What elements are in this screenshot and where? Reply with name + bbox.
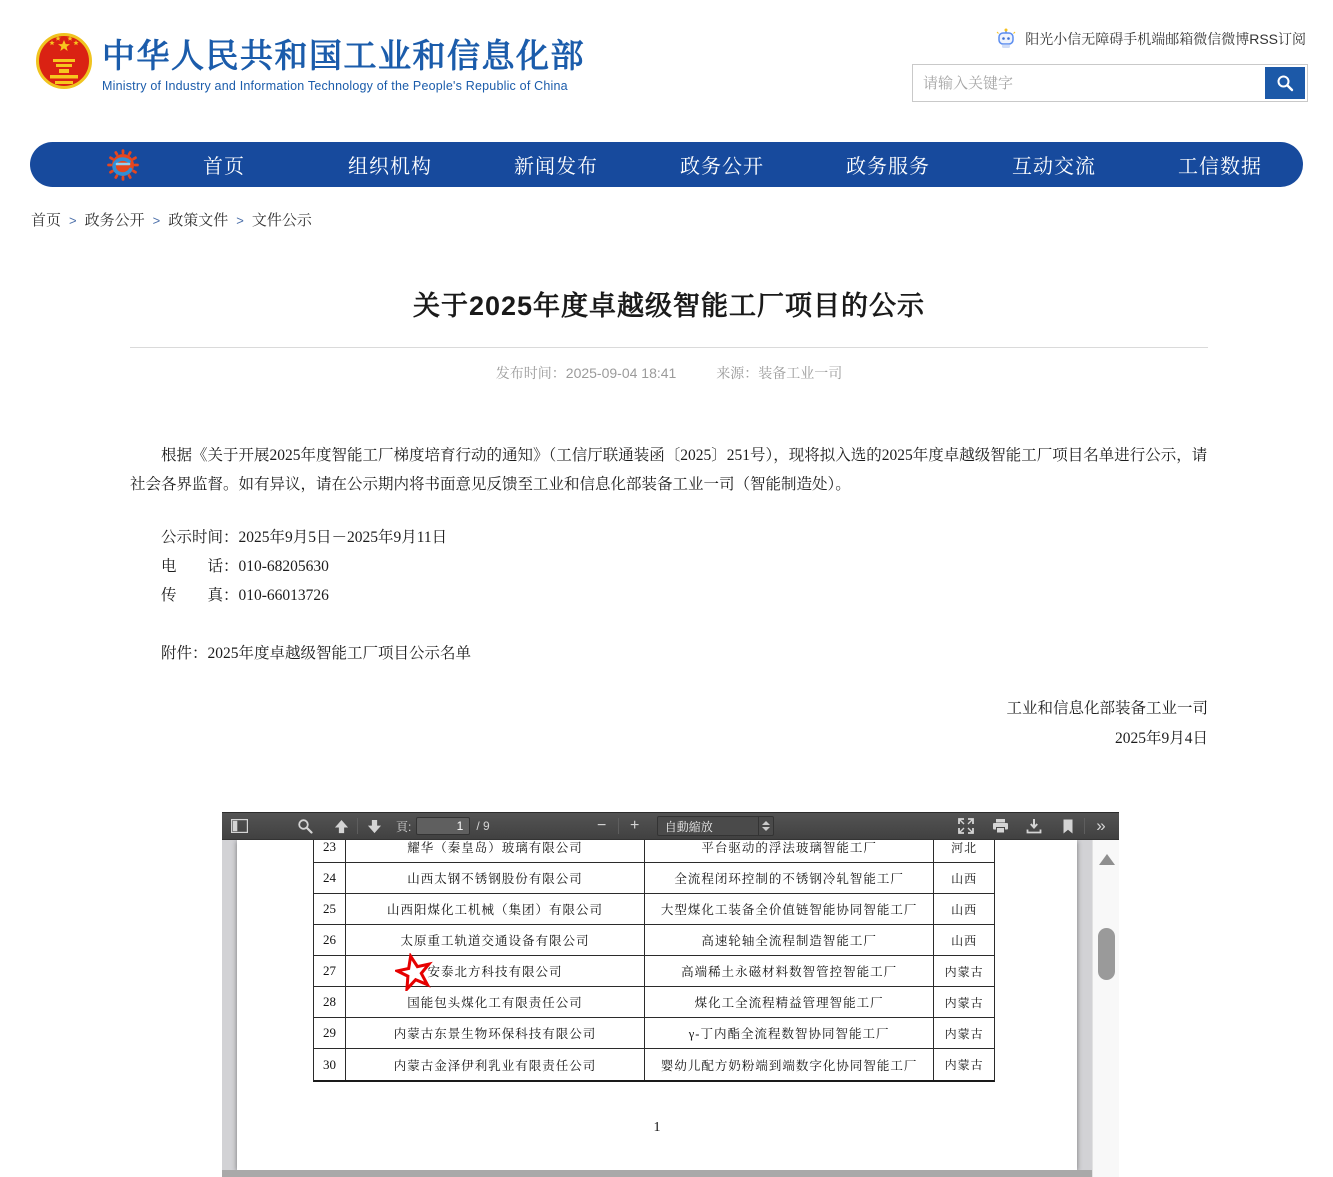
search-icon bbox=[1276, 74, 1294, 92]
scroll-up-arrow-icon[interactable] bbox=[1099, 854, 1115, 865]
cell-region: 内蒙古 bbox=[944, 1058, 984, 1072]
signature-date: 2025年9月4日 bbox=[1114, 730, 1208, 747]
article-source: 来源：装备工业一司 bbox=[716, 365, 843, 381]
pdf-page bbox=[237, 840, 1077, 1170]
nav-item[interactable]: 首页 bbox=[203, 156, 245, 178]
top-link[interactable]: 手机端 bbox=[1123, 31, 1166, 47]
cell-company: 耀华（秦皇岛）玻璃有限公司 bbox=[346, 840, 645, 862]
cell-index: 29 bbox=[314, 1018, 346, 1048]
cell-region: 河北 bbox=[951, 840, 978, 855]
cell-company: 国能包头煤化工有限责任公司 bbox=[346, 987, 645, 1017]
publish-time: 发布时间：2025-09-04 18:41 bbox=[495, 365, 677, 381]
cell-index: 25 bbox=[314, 894, 346, 924]
table-row bbox=[314, 840, 994, 863]
cell-project: 全流程闭环控制的不锈钢冷轧智能工厂 bbox=[645, 863, 934, 893]
ministry-gear-icon bbox=[105, 147, 141, 183]
cell-region: 山西 bbox=[951, 933, 978, 948]
toolbar-separator bbox=[618, 818, 619, 834]
zoom-out-button[interactable]: − bbox=[590, 814, 614, 838]
pdf-body bbox=[222, 840, 1119, 1177]
signature-department: 工业和信息化部装备工业一司 bbox=[1006, 700, 1208, 717]
presentation-mode-button[interactable] bbox=[954, 814, 978, 838]
top-link[interactable]: 邮箱 bbox=[1165, 31, 1194, 47]
site-logo[interactable] bbox=[35, 30, 585, 94]
cell-project: γ-丁内酯全流程数智协同智能工厂 bbox=[645, 1018, 934, 1048]
cell-index: 30 bbox=[314, 1049, 346, 1080]
signature-block bbox=[130, 694, 1208, 754]
nav-item[interactable]: 政务公开 bbox=[680, 156, 764, 178]
page-title: 关于2025年度卓越级智能工厂项目的公示 bbox=[412, 291, 926, 321]
breadcrumb-item[interactable]: > 政策文件 bbox=[145, 209, 229, 230]
scale-select[interactable] bbox=[657, 816, 774, 836]
breadcrumb-item[interactable]: > 政务公开 bbox=[61, 209, 145, 230]
pdf-search-icon bbox=[297, 818, 313, 834]
table-row bbox=[314, 987, 994, 1018]
info-lines bbox=[130, 523, 1208, 610]
cell-project: 煤化工全流程精益管理智能工厂 bbox=[645, 987, 934, 1017]
cell-index: 27 bbox=[314, 956, 346, 986]
bookmark-button[interactable] bbox=[1056, 814, 1080, 838]
scroll-thumb[interactable] bbox=[1098, 928, 1115, 980]
star-annotation-icon bbox=[395, 953, 433, 991]
nav-list bbox=[141, 150, 1303, 179]
zoom-in-button[interactable]: + bbox=[623, 814, 647, 838]
robot-mascot-icon bbox=[996, 28, 1016, 50]
site-title: 中华人民共和国工业和信息化部 bbox=[102, 37, 585, 74]
cell-index: 28 bbox=[314, 987, 346, 1017]
bookmark-icon bbox=[1062, 819, 1074, 834]
cell-region: 内蒙古 bbox=[944, 995, 984, 1010]
nav-item[interactable]: 组织机构 bbox=[348, 156, 432, 178]
pdf-viewer bbox=[222, 812, 1119, 1177]
site-subtitle: Ministry of Industry and Information Technology of the People's Republic of China bbox=[102, 79, 568, 93]
cell-project: 大型煤化工装备全价值链智能协同智能工厂 bbox=[645, 894, 934, 924]
cell-region: 山西 bbox=[951, 871, 978, 886]
info-line: 公示时间：2025年9月5日－2025年9月11日 bbox=[161, 529, 448, 546]
table-row bbox=[314, 1018, 994, 1049]
presentation-mode-icon bbox=[958, 818, 974, 834]
page-total: / 9 bbox=[476, 819, 490, 833]
cell-region: 内蒙古 bbox=[944, 1026, 984, 1041]
cell-project: 高速轮轴全流程制造智能工厂 bbox=[645, 925, 934, 955]
print-icon bbox=[992, 818, 1009, 834]
article-meta bbox=[130, 363, 1208, 383]
national-emblem-icon bbox=[35, 30, 93, 94]
toolbar-more-button[interactable]: » bbox=[1089, 814, 1113, 838]
search-button[interactable] bbox=[1265, 67, 1305, 99]
breadcrumb bbox=[31, 209, 312, 230]
table-row bbox=[314, 894, 994, 925]
top-utility-links bbox=[996, 28, 1306, 50]
scale-select-value: 自動縮放 bbox=[664, 819, 713, 834]
cell-company: 内蒙古金泽伊利乳业有限责任公司 bbox=[346, 1049, 645, 1080]
top-link[interactable]: RSS订阅 bbox=[1249, 31, 1306, 47]
toolbar-separator bbox=[1084, 818, 1085, 834]
cell-region: 内蒙古 bbox=[944, 964, 984, 979]
nav-item[interactable]: 政务服务 bbox=[846, 156, 930, 178]
pdf-page-number: 1 bbox=[653, 1120, 661, 1135]
article-paragraph: 根据《关于开展2025年度智能工厂梯度培育行动的通知》（工信厅联通装函〔2025〕251号），现将拟入选的2025年度卓越级智能工厂项目名单进行公示，请社会各界监督。如有异议，请在公示期内将书面意见反馈至工业和信息化部装备工业一司（智能制造处）。 bbox=[130, 447, 1208, 493]
page-down-icon bbox=[367, 819, 382, 834]
table-row bbox=[314, 863, 994, 894]
cell-index: 24 bbox=[314, 863, 346, 893]
nav-item[interactable]: 工信数据 bbox=[1178, 156, 1262, 178]
page-number-input[interactable] bbox=[416, 817, 470, 835]
table-row bbox=[314, 1049, 994, 1080]
nav-item[interactable]: 互动交流 bbox=[1012, 156, 1096, 178]
top-link[interactable]: 微信 bbox=[1193, 31, 1222, 47]
info-line: 传 真：010-66013726 bbox=[161, 587, 329, 604]
cell-company: 内蒙古东景生物环保科技有限公司 bbox=[346, 1018, 645, 1048]
cell-index: 23 bbox=[314, 840, 346, 862]
pdf-background-strip bbox=[222, 1170, 1119, 1177]
pdf-scrollbar[interactable] bbox=[1092, 840, 1119, 1177]
article bbox=[130, 284, 1208, 754]
page-up-icon bbox=[334, 819, 349, 834]
table-row bbox=[314, 925, 994, 956]
page-down-button[interactable] bbox=[362, 814, 386, 838]
site-search bbox=[912, 64, 1308, 102]
cell-company: 山西太钢不锈钢股份有限公司 bbox=[346, 863, 645, 893]
info-line: 电 话：010-68205630 bbox=[161, 558, 329, 575]
cell-company: 太原重工轨道交通设备有限公司 bbox=[346, 925, 645, 955]
site-header bbox=[0, 0, 1333, 130]
pdf-toolbar bbox=[222, 812, 1119, 840]
title-divider bbox=[130, 347, 1208, 348]
top-link[interactable]: 微博 bbox=[1221, 31, 1250, 47]
cell-company: 安泰北方科技有限公司 bbox=[346, 956, 645, 986]
sidebar-toggle-icon bbox=[231, 819, 248, 833]
sidebar-toggle-button[interactable] bbox=[227, 814, 251, 838]
page-up-button[interactable] bbox=[329, 814, 353, 838]
main-nav bbox=[30, 142, 1303, 187]
toolbar-separator bbox=[357, 818, 358, 834]
download-button[interactable] bbox=[1022, 814, 1046, 838]
top-link[interactable]: 阳光小信 bbox=[1025, 31, 1082, 47]
article-body bbox=[130, 441, 1208, 754]
cell-project: 平台驱动的浮法玻璃智能工厂 bbox=[645, 840, 934, 862]
cell-company: 山西阳煤化工机械（集团）有限公司 bbox=[346, 894, 645, 924]
cell-project: 婴幼儿配方奶粉端到端数字化协同智能工厂 bbox=[645, 1049, 934, 1080]
breadcrumb-item[interactable]: 首页 bbox=[31, 212, 62, 229]
attachment-link[interactable]: 附件：2025年度卓越级智能工厂项目公示名单 bbox=[161, 645, 472, 662]
search-input[interactable] bbox=[913, 65, 1263, 101]
print-button[interactable] bbox=[988, 814, 1012, 838]
cell-index: 26 bbox=[314, 925, 346, 955]
cell-region: 山西 bbox=[951, 902, 978, 917]
nav-item[interactable]: 新闻发布 bbox=[514, 156, 598, 178]
download-icon bbox=[1026, 818, 1042, 834]
cell-project: 高端稀土永磁材料数智管控智能工厂 bbox=[645, 956, 934, 986]
top-link[interactable]: 无障碍 bbox=[1081, 31, 1124, 47]
top-link[interactable] bbox=[1025, 29, 1306, 49]
pdf-search-button[interactable] bbox=[293, 814, 317, 838]
breadcrumb-item[interactable]: > 文件公示 bbox=[228, 209, 312, 230]
select-arrows-icon bbox=[758, 817, 773, 835]
page-label: 頁: bbox=[396, 819, 412, 834]
